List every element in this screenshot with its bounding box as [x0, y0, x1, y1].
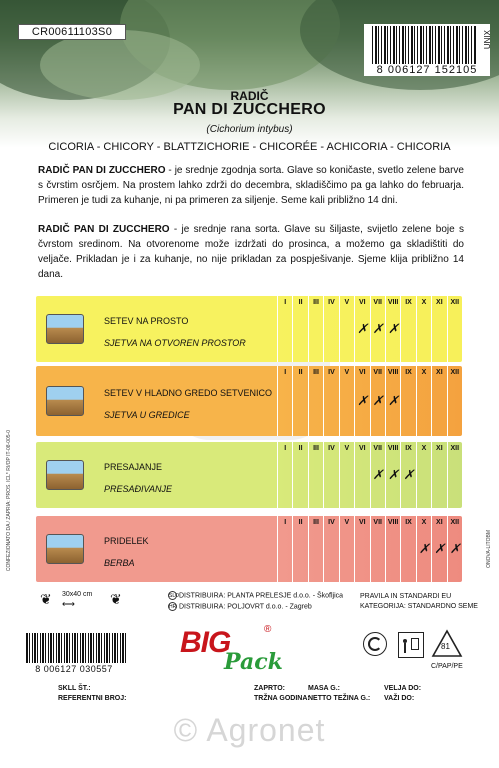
month-column — [385, 296, 400, 362]
month-header: X — [421, 519, 427, 526]
month-column — [277, 366, 292, 436]
calendar-row-label: PRESAJANJE — [104, 462, 163, 472]
green-dot-icon — [363, 632, 387, 656]
ref-label: REFERENTNI BROJ: — [58, 695, 127, 702]
month-header: II — [298, 369, 303, 376]
month-header: XI — [436, 445, 443, 452]
month-column — [277, 296, 292, 362]
seedling-icon — [46, 460, 84, 490]
month-column — [277, 516, 292, 582]
month-column — [431, 366, 446, 436]
month-header: IV — [328, 299, 335, 306]
month-header: III — [313, 369, 319, 376]
month-header: VIII — [387, 519, 399, 526]
month-column — [292, 296, 307, 362]
month-column — [339, 516, 354, 582]
month-header: IX — [405, 369, 412, 376]
neto-label: NETTO TEŽINA G.: — [308, 695, 371, 702]
month-header: XII — [450, 369, 460, 376]
dist-hr: POLJOVRT d.o.o. - Zagreb — [227, 603, 312, 611]
month-column — [292, 516, 307, 582]
month-grid — [277, 296, 462, 362]
month-header: I — [284, 299, 287, 306]
calendar-row — [36, 516, 462, 582]
distributor-hr — [168, 602, 312, 612]
month-header: VIII — [387, 369, 399, 376]
month-column — [447, 366, 462, 436]
month-header: VII — [373, 299, 382, 306]
month-header: III — [313, 299, 319, 306]
zaprto-label: ZAPRTO: — [254, 685, 285, 692]
month-column — [323, 442, 338, 508]
month-column — [400, 296, 415, 362]
month-header: V — [344, 445, 350, 452]
month-mark: ✗ — [418, 541, 430, 556]
calendar-row — [36, 366, 462, 436]
plant-icon-2: ❦ — [110, 591, 122, 607]
title-small: RADIČ — [230, 89, 269, 103]
tidyman-icon — [398, 632, 424, 658]
month-column — [385, 516, 400, 582]
calendar-row-label-hr: SJETVA NA OTVOREN PROSTOR — [104, 338, 246, 348]
month-column — [354, 516, 369, 582]
month-column — [354, 296, 369, 362]
other-names: CICORIA - CHICORY - BLATTZICHORIE - CHICORÉE - ACHICORIA - CHICORIA — [48, 141, 451, 153]
month-mark: ✗ — [372, 467, 384, 482]
month-column — [370, 442, 385, 508]
month-column — [323, 366, 338, 436]
month-column — [339, 366, 354, 436]
vegetables-icon — [46, 534, 84, 564]
dist-hr-prefix: DISTRIBUIRA: — [179, 603, 228, 611]
month-column — [431, 442, 446, 508]
month-mark: ✗ — [387, 393, 399, 408]
month-column — [431, 296, 446, 362]
month-column — [400, 442, 415, 508]
distributor-sl — [168, 591, 343, 601]
barcode-bottom-number: 8 006127 030557 — [35, 664, 113, 674]
barcode-top — [364, 24, 490, 76]
month-header: IV — [328, 445, 335, 452]
page-title: PAN DI ZUCCHERO — [173, 101, 326, 118]
month-header: V — [344, 369, 350, 376]
month-header: I — [284, 445, 287, 452]
month-column — [277, 442, 292, 508]
month-column — [292, 366, 307, 436]
month-header: VI — [358, 445, 366, 452]
month-header: II — [298, 299, 303, 306]
month-column — [447, 442, 462, 508]
hr-badge: HR — [169, 604, 177, 610]
dist-sl-prefix: DISTRIBUIRA: — [179, 592, 228, 600]
calendar-row — [36, 442, 462, 508]
month-header: IX — [405, 299, 412, 306]
standard-2: KATEGORIJA: STANDARDNO SEME — [360, 603, 478, 610]
month-header: XI — [436, 299, 443, 306]
coldframe-icon — [46, 386, 84, 416]
month-column — [447, 516, 462, 582]
month-grid — [277, 442, 462, 508]
dist-sl: PLANTA PRELESJE d.o.o. - Škofljica — [227, 592, 344, 600]
desc-hr-text: - je srednje rana sorta. Glave su šiljaste, svijetlo zelene boje s čvrstom sredinom. Na otvorenome može izdržati do prosinca, a možemo ga skladištiti do veljače. Prikladan je i za kuhanje, no nije prikladan za pospješivanje. Sjeme klija približno 14 dana. — [38, 224, 464, 280]
barcode-bottom-bars — [26, 633, 126, 663]
month-column — [308, 366, 323, 436]
slo-badge: SLO — [169, 593, 180, 599]
month-grid — [277, 516, 462, 582]
big-pack-logo — [180, 624, 283, 675]
month-header: III — [313, 445, 319, 452]
month-header: I — [284, 369, 287, 376]
month-column — [416, 442, 431, 508]
month-column — [416, 366, 431, 436]
logo-reg: ® — [264, 624, 272, 635]
month-header: IV — [328, 519, 335, 526]
trzna-label: TRŽNA GODINA: — [254, 695, 310, 702]
month-header: IV — [328, 369, 335, 376]
month-header: VI — [358, 519, 366, 526]
month-header: XI — [436, 369, 443, 376]
calendar-row-label-hr: PRESAĐIVANJE — [104, 484, 173, 494]
month-column — [385, 442, 400, 508]
logo-pack: Pack — [224, 649, 283, 675]
month-column — [308, 442, 323, 508]
month-column — [323, 516, 338, 582]
month-column — [354, 366, 369, 436]
calendar-row — [36, 296, 462, 362]
side-text-right: ONOVA-LITOBM — [486, 530, 492, 568]
month-column — [339, 442, 354, 508]
month-column — [308, 516, 323, 582]
velja-label: VELJA DO: — [384, 685, 422, 692]
calendar-row-label-hr: SJETVA U GREDICE — [104, 410, 190, 420]
month-column — [416, 296, 431, 362]
month-mark: ✗ — [387, 321, 399, 336]
month-grid — [277, 366, 462, 436]
calendar-row-label: SETEV V HLADNO GREDO SETVENICO — [104, 388, 273, 398]
unix-label: UNIX — [483, 30, 492, 50]
month-header: X — [421, 369, 427, 376]
month-header: VIII — [387, 299, 399, 306]
month-mark: ✗ — [403, 467, 415, 482]
month-header: XII — [450, 445, 460, 452]
masa-label: MASA G.: — [308, 685, 341, 692]
month-header: XI — [436, 519, 443, 526]
month-header: XII — [450, 299, 460, 306]
calendar-row-label: PRIDELEK — [104, 536, 149, 546]
desc-sl-bold: RADIČ PAN DI ZUCCHERO — [38, 165, 166, 176]
month-column — [370, 516, 385, 582]
month-column — [292, 442, 307, 508]
month-mark: ✗ — [372, 393, 384, 408]
logo-big: BIG — [180, 626, 231, 659]
month-header: VIII — [387, 445, 399, 452]
desc-hr-bold: RADIČ PAN DI ZUCCHERO — [38, 224, 170, 235]
month-column — [308, 296, 323, 362]
spacing-arrow-icon: ⟷ — [62, 599, 75, 609]
sowing-icon — [46, 314, 84, 344]
month-header: VII — [373, 369, 382, 376]
standard-1: PRAVILA IN STANDARDI EU — [360, 593, 452, 600]
month-header: X — [421, 299, 427, 306]
month-mark: ✗ — [434, 541, 446, 556]
month-mark: ✗ — [357, 393, 369, 408]
month-mark: ✗ — [357, 321, 369, 336]
month-column — [400, 366, 415, 436]
month-column — [431, 516, 446, 582]
month-header: IX — [405, 445, 412, 452]
month-mark: ✗ — [372, 321, 384, 336]
description-sl — [38, 163, 464, 208]
month-header: II — [298, 519, 303, 526]
month-column — [323, 296, 338, 362]
month-header: V — [344, 519, 350, 526]
product-code: CR00611103S0 — [18, 24, 126, 40]
month-header: VI — [358, 299, 366, 306]
latin-name: (Cichorium intybus) — [206, 124, 293, 135]
month-header: III — [313, 519, 319, 526]
month-column — [354, 442, 369, 508]
month-header: V — [344, 299, 350, 306]
barcode-bottom — [18, 633, 130, 673]
month-column — [385, 366, 400, 436]
month-header: X — [421, 445, 427, 452]
month-header: I — [284, 519, 287, 526]
month-column — [370, 366, 385, 436]
month-column — [370, 296, 385, 362]
recycle-icon — [430, 628, 464, 662]
calendar-row-label-hr: BERBA — [104, 558, 135, 568]
spacing-info — [40, 590, 150, 618]
month-column — [400, 516, 415, 582]
skll-label: SKLL ŠT.: — [58, 685, 91, 692]
month-mark: ✗ — [449, 541, 461, 556]
calendar-row-label: SETEV NA PROSTO — [104, 316, 189, 326]
month-header: VII — [373, 519, 382, 526]
month-column — [416, 516, 431, 582]
side-text-left: CONFEZIONATO DA / ZAPRIA: PROS. ICL* RI/OP IT-08-005-0 — [6, 430, 12, 572]
vazi-label: VAŽI DO: — [384, 695, 415, 702]
recycle-number: 81 — [441, 642, 450, 651]
barcode-top-number: 8 006127 152105 — [376, 64, 478, 76]
month-header: II — [298, 445, 303, 452]
month-header: VII — [373, 445, 382, 452]
month-header: VI — [358, 369, 366, 376]
recycle-label: C/PAP/PE — [431, 663, 463, 670]
spacing-value: 30x40 cm — [62, 591, 93, 598]
barcode-bars — [372, 26, 476, 64]
month-column — [447, 296, 462, 362]
month-header: IX — [405, 519, 412, 526]
month-header: XII — [450, 519, 460, 526]
month-mark: ✗ — [387, 467, 399, 482]
desc-sl-text: - je srednje zgodnja sorta. Glave so koničaste, svetlo zelene barve s čvrstim osrčjem. Na prostem lahko zdrži do decembra, skladiščimo pa ga lahko do februarja. Primeren je tudi za kuhanje, ni pa primeren za siljenje. Seme kali približno 14 dni. — [38, 165, 464, 206]
agronet-watermark: © Agronet — [173, 712, 326, 748]
month-column — [339, 296, 354, 362]
plant-icon: ❦ — [40, 591, 52, 607]
description-hr — [38, 222, 464, 282]
